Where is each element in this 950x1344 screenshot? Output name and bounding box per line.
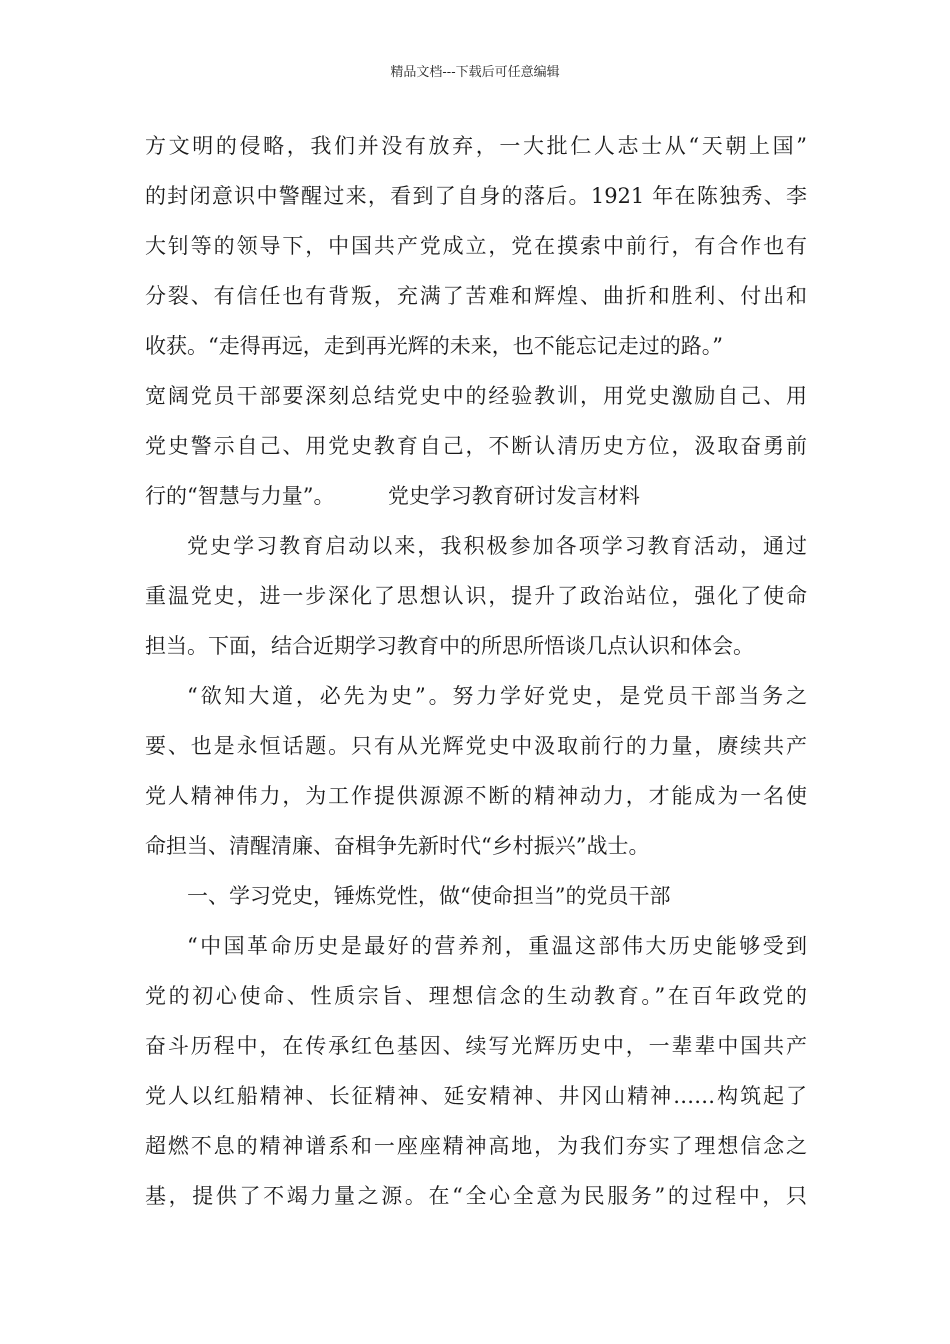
paragraph-first-line: “中国革命历史是最好的营养剂，重温这部伟大历史能够受到	[187, 934, 807, 958]
body-line-with-title: 行的“智慧与力量”。 党史学习教育研讨发言材料	[145, 484, 640, 508]
body-line: 奋斗历程中，在传承红色基因、续写光辉历史中，一辈辈中国共产	[145, 1034, 807, 1058]
body-line: 党史警示自己、用党史教育自己，不断认清历史方位，汲取奋勇前	[145, 434, 807, 458]
body-line: 的封闭意识中警醒过来，看到了自身的落后。1921 年在陈独秀、李	[145, 184, 807, 208]
body-line: 党的初心使命、性质宗旨、理想信念的生动教育。”在百年政党的	[145, 984, 807, 1008]
body-line: 要、也是永恒话题。只有从光辉党史中汲取前行的力量，赓续共产	[145, 734, 807, 758]
body-line: 大钊等的领导下，中国共产党成立，党在摸索中前行，有合作也有	[145, 234, 807, 258]
body-line: 党人以红船精神、长征精神、延安精神、井冈山精神……构筑起了	[145, 1084, 807, 1108]
body-line: 担当。下面，结合近期学习教育中的所思所悟谈几点认识和体会。	[145, 634, 754, 658]
body-line: 党人精神伟力，为工作提供源源不断的精神动力，才能成为一名使	[145, 784, 807, 808]
page-header: 精品文档---下载后可任意编辑	[390, 65, 560, 80]
paragraph-first-line: “欲知大道，必先为史”。努力学好党史，是党员干部当务之	[187, 684, 807, 708]
body-line: 收获。“走得再远，走到再光辉的未来，也不能忘记走过的路。”	[145, 334, 723, 358]
paragraph-first-line: 党史学习教育启动以来，我积极参加各项学习教育活动，通过	[187, 534, 807, 558]
section-heading: 一、学习党史，锤炼党性，做“使命担当”的党员干部	[187, 884, 671, 908]
body-line: 命担当、清醒清廉、奋楫争先新时代“乡村振兴”战士。	[145, 834, 650, 858]
body-line: 超燃不息的精神谱系和一座座精神高地，为我们夯实了理想信念之	[145, 1134, 807, 1158]
body-line: 方文明的侵略，我们并没有放弃，一大批仁人志士从“天朝上国”	[145, 134, 807, 158]
body-line: 重温党史，进一步深化了思想认识，提升了政治站位，强化了使命	[145, 584, 807, 608]
body-line: 基，提供了不竭力量之源。在“全心全意为民服务”的过程中，只	[145, 1184, 807, 1208]
body-line: 宽阔党员干部要深刻总结党史中的经验教训，用党史激励自己、用	[145, 384, 807, 408]
body-line: 分裂、有信任也有背叛，充满了苦难和辉煌、曲折和胜利、付出和	[145, 284, 807, 308]
